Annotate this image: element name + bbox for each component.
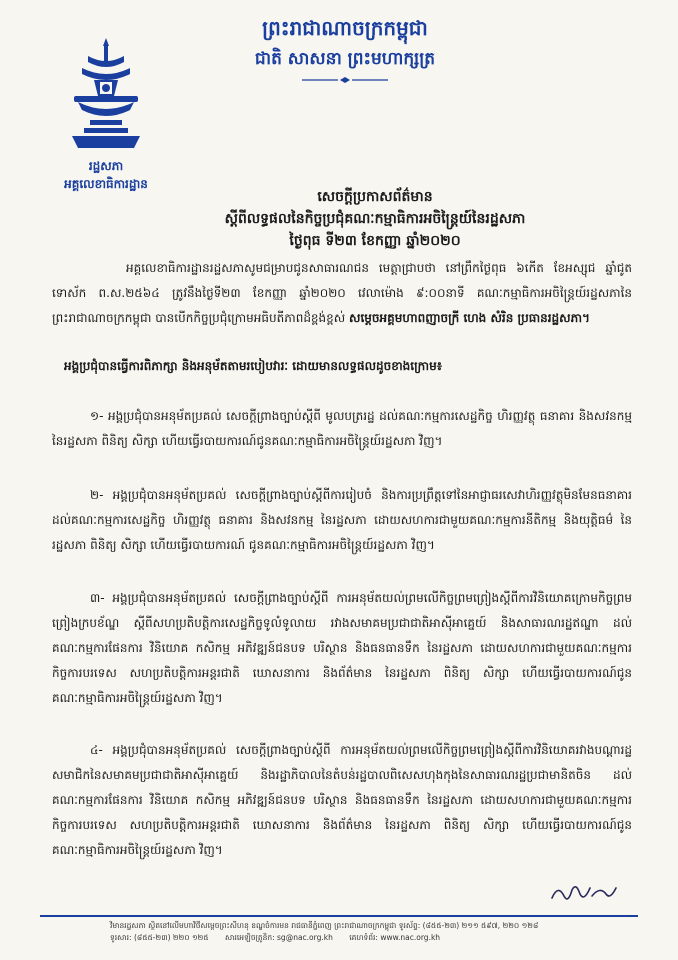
title-line-2: ស្តីពីលទ្ធផលនៃកិច្ចប្រជុំគណៈកម្មាធិការអចិន្ត្រៃយ៍នៃរដ្ឋសភា	[224, 211, 526, 227]
national-motto: ជាតិ សាសនា ព្រះមហាក្សត្រ	[254, 49, 436, 69]
footer-website[interactable]: គេហទំព័រ: www.nac.org.kh	[349, 933, 441, 942]
footer-email[interactable]: សារអេឡិចត្រូនិក: sg@nac.org.kh	[225, 933, 333, 942]
title-line-3: ថ្ងៃពុធ ទី២៣ ខែកញ្ញា ឆ្នាំ២០២០	[289, 233, 461, 249]
org-subname: អគ្គលេខាធិការដ្ឋាន	[64, 177, 148, 191]
document-title	[175, 186, 575, 252]
intro-paragraph	[52, 256, 632, 331]
agenda-lead: អង្គប្រជុំបានធ្វើការពិភាក្សា និងអនុម័តតាមរបៀបវារៈ ដោយមានលទ្ធផលដូចខាងក្រោម៖	[64, 359, 442, 373]
title-line-1: សេចក្តីប្រកាសព័ត៌មាន	[317, 189, 433, 205]
initials-signature	[548, 878, 620, 906]
footer-contacts	[110, 932, 630, 943]
agenda-item-3: ៣- អង្គប្រជុំបានអនុម័តប្រគល់ សេចក្តីព្រាងច្បាប់ស្តីពី ការអនុម័តយល់ព្រមលើកិច្ចព្រមព្រៀងស្តីពីការវិនិយោគក្រោមកិច្ចព្រមព្រៀងក្របខ័ណ្ឌ ស្តីពីសហប្រតិបត្តិការសេដ្ឋកិច្ចទូលំទូលាយ រវាងសមាគមប្រជាជាតិអាស៊ីអាគ្នេយ៍ និងសាធារណរដ្ឋឥណ្ឌា ដល់គណៈកម្មការផែនការ វិនិយោគ កសិកម្ម អភិវឌ្ឍន៍ជនបទ បរិស្ថាន និងធនធានទឹក នៃរដ្ឋសភា ដោយសហការជាមួយគណៈកម្មការកិច្ចការបរទេស សហប្រតិបត្តិការអន្តរជាតិ ឃោសនាការ និងព័ត៌មាន នៃរដ្ឋសភា ពិនិត្យ សិក្សា ហើយធ្វើរបាយការណ៍ជូនគណៈកម្មាធិការអចិន្ត្រៃយ៍រដ្ឋសភា វិញ។	[52, 591, 632, 705]
national-assembly-emblem-icon	[64, 36, 148, 154]
intro-chair: សម្តេចអគ្គមហាពញាចក្រី ហេង សំរិន ប្រធានរដ្ឋសភា។	[349, 311, 590, 325]
footer-divider	[40, 915, 638, 917]
agenda-item-2: ២- អង្គប្រជុំបានអនុម័តប្រគល់ សេចក្តីព្រាងច្បាប់ស្តីពីការរៀបចំ និងការប្រព្រឹត្តទៅនៃអាជ្ញាធរសេវាហិរញ្ញវត្ថុមិនមែនធនាគារ ដល់គណៈកម្មការសេដ្ឋកិច្ច ហិរញ្ញវត្ថុ ធនាគារ និងសវនកម្ម នៃរដ្ឋសភា ដោយសហការជាមួយគណៈកម្មការនីតិកម្ម និងយុត្តិធម៌ នៃរដ្ឋសភា ពិនិត្យ សិក្សា ហើយធ្វើរបាយការណ៍ ជូនគណៈកម្មាធិការអចិន្ត្រៃយ៍រដ្ឋសភា វិញ។	[52, 488, 632, 552]
footer-fax: ទូរសារ: (៨៥៥-២៣) ២២០ ១២៥	[110, 933, 209, 942]
motto-ornament	[300, 76, 390, 84]
kingdom-heading: ព្រះរាជាណាចក្រកម្ពុជា	[262, 16, 428, 40]
footer-address: វិមានរដ្ឋសភា ស្ថិតនៅលើមហាវិថីសម្តេចព្រះសីហនុ ខណ្ឌចំការមន រាជធានីភ្នំពេញ ព្រះរាជាណាចក្រកម្ពុជា ទូរស័ព្ទ: (៨៥៥-២៣) ២១១ ៥៩៧, ២២០ ១២៨	[110, 921, 539, 930]
org-name: រដ្ឋសភា	[88, 159, 124, 173]
intro-text: អគ្គលេខាធិការដ្ឋានរដ្ឋសភាសូមជម្រាបជូនសាធារណជន មេត្តាជ្រាបថា នៅព្រឹកថ្ងៃពុធ ៦កើត ខែអស្សុជ ឆ្នាំជូត ទោស័ក ព.ស.២៥៦៤ ត្រូវនឹងថ្ងៃទី២៣ ខែកញ្ញា ឆ្នាំ២០២០ វេលាម៉ោង ៩:០០នាទី គណៈកម្មាធិការអចិន្ត្រៃយ៍រដ្ឋសភានៃព្រះរាជាណាចក្រកម្ពុជា បានបើកកិច្ចប្រជុំក្រោមអធិបតីភាពដ៏ខ្ពង់ខ្ពស់	[52, 261, 632, 325]
agenda-item-4: ៤- អង្គប្រជុំបានអនុម័តប្រគល់ សេចក្តីព្រាងច្បាប់ស្តីពី ការអនុម័តយល់ព្រមលើកិច្ចព្រមព្រៀងស្តីពីការវិនិយោគរវាងបណ្តារដ្ឋសមាជិកនៃសមាគមប្រជាជាតិអាស៊ីអាគ្នេយ៍ និងរដ្ឋាភិបាលនៃតំបន់រដ្ឋបាលពិសេសហុងកុងនៃសាធារណរដ្ឋប្រជាមានិតចិន ដល់គណៈកម្មការផែនការ វិនិយោគ កសិកម្ម អភិវឌ្ឍន៍ជនបទ បរិស្ថាន និងធនធានទឹក នៃរដ្ឋសភា ដោយសហការជាមួយគណៈកម្មការកិច្ចការបរទេស សហប្រតិបត្តិការអន្តរជាតិ ឃោសនាការ និងព័ត៌មាន នៃរដ្ឋសភា ពិនិត្យ សិក្សា ហើយធ្វើរបាយការណ៍ជូនគណៈកម្មាធិការអចិន្ត្រៃយ៍រដ្ឋសភា វិញ។	[52, 743, 632, 857]
agenda-item-1: ១- អង្គប្រជុំបានអនុម័តប្រគល់ សេចក្តីព្រាងច្បាប់ស្តីពី មូលបត្ររដ្ឋ ដល់គណៈកម្មការសេដ្ឋកិច្ច ហិរញ្ញវត្ថុ ធនាគារ និងសវនកម្ម នៃរដ្ឋសភា ពិនិត្យ សិក្សា ហើយធ្វើរបាយការណ៍ជូនគណៈកម្មាធិការអចិន្ត្រៃយ៍រដ្ឋសភា វិញ។	[52, 409, 632, 448]
